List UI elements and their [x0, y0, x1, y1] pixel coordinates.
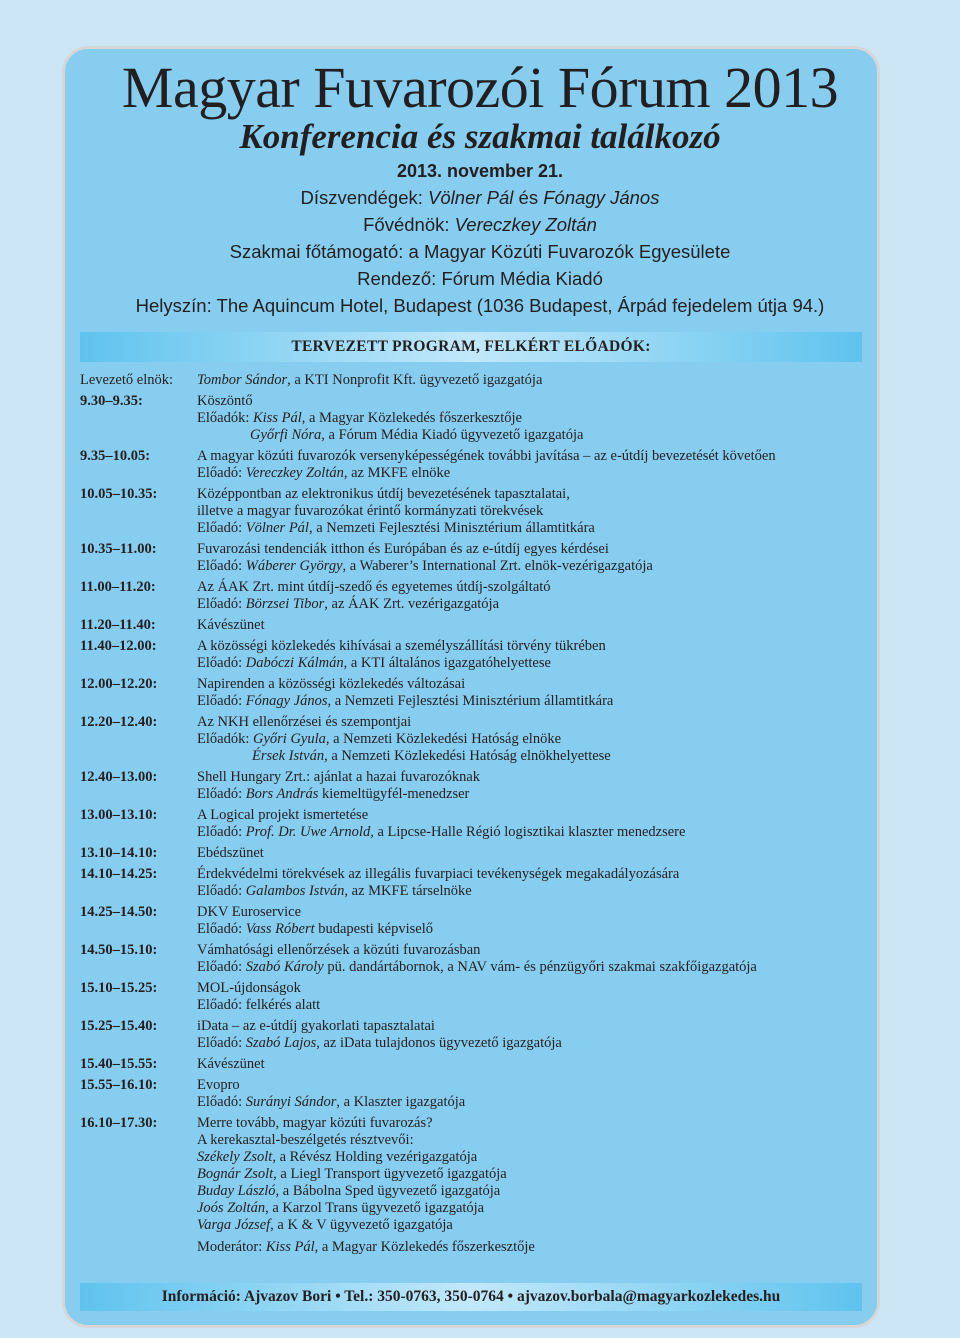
- name-text: Tombor Sándor: [197, 372, 288, 388]
- session-line: [197, 541, 890, 558]
- body-text: , a Bábolna Sped ügyvezető igazgatója: [275, 1183, 501, 1199]
- body-text: Előadó:: [197, 520, 246, 536]
- time-slot: 16.10–17.30:: [80, 1115, 158, 1131]
- session-line: [197, 1239, 890, 1256]
- body-text: Előadó:: [197, 1094, 246, 1110]
- body-text: Ebédszünet: [197, 845, 264, 861]
- schedule-row: [80, 714, 890, 765]
- schedule-row: [80, 942, 890, 976]
- session-line: [197, 769, 890, 786]
- session-line: [197, 807, 890, 824]
- body-text: , a Nemzeti Fejlesztési Minisztérium államtitkára: [327, 693, 614, 709]
- body-text: és: [513, 187, 544, 208]
- body-text: Napirenden a közösségi közlekedés változásai: [197, 676, 466, 692]
- session-line: [197, 1183, 890, 1200]
- name-text: Joós Zoltán: [197, 1200, 266, 1216]
- body-text: Kávészünet: [197, 1056, 265, 1072]
- body-text: Merre tovább, magyar közúti fuvarozás?: [197, 1115, 433, 1131]
- body-text: Szakmai főtámogató: a Magyar Közúti Fuvarozók Egyesülete: [229, 241, 731, 262]
- name-text: Börzsei Tibor: [245, 596, 325, 612]
- body-text: budapesti képviselő: [314, 921, 434, 937]
- session-line: [197, 676, 890, 693]
- time-slot: 9.35–10.05:: [80, 448, 151, 464]
- page-subtitle: Konferencia és szakmai találkozó: [239, 117, 721, 156]
- session-line: [197, 824, 890, 841]
- body-text: , a Magyar Közlekedés főszerkesztője: [301, 410, 522, 426]
- session-line: [197, 997, 890, 1014]
- contact-footer: Információ: Ajvazov Bori • Tel.: 350-0763, 350-0764 • ajvazov.borbala@magyarkozlekedes.hu: [80, 1283, 862, 1311]
- session-line: [197, 1094, 890, 1111]
- name-text: Szabó Lajos: [245, 1035, 317, 1051]
- session-details: [197, 1018, 890, 1052]
- session-line: [197, 959, 890, 976]
- session-line: [197, 786, 890, 803]
- session-line: [197, 410, 890, 427]
- name-text: Székely Zsolt: [197, 1149, 273, 1165]
- body-text: , a Waberer’s International Zrt. elnök-vezérigazgatója: [342, 558, 653, 574]
- session-line: [197, 714, 890, 731]
- session-line: [197, 748, 890, 765]
- schedule-list: [80, 393, 890, 1260]
- body-text: DKV Euroservice: [197, 904, 302, 920]
- schedule-row: [80, 904, 890, 938]
- body-text: A közösségi közlekedés kihívásai a személyszállítási törvény tükrében: [197, 638, 606, 654]
- session-line: [197, 465, 890, 482]
- session-details: [197, 866, 890, 900]
- session-line: [197, 1217, 890, 1234]
- schedule-row: [80, 676, 890, 710]
- session-details: [197, 1115, 890, 1256]
- time-slot: 12.40–13.00:: [80, 769, 158, 785]
- session-line: [197, 921, 890, 938]
- name-text: Győri Gyula: [252, 731, 326, 747]
- session-details: [197, 617, 890, 634]
- patron-line: [0, 214, 960, 236]
- time-slot: 13.00–13.10:: [80, 807, 158, 823]
- session-details: [197, 541, 890, 575]
- body-text: Rendező: Fórum Média Kiadó: [357, 268, 603, 289]
- schedule-row: [80, 1056, 890, 1073]
- body-text: Előadó:: [197, 596, 246, 612]
- session-line: [197, 904, 890, 921]
- session-line: [197, 520, 890, 537]
- session-line: [197, 558, 890, 575]
- body-text: A magyar közúti fuvarozók versenyképességének további javítása – az e-útdíj bevezetését követően: [197, 448, 776, 464]
- time-slot: 10.05–10.35:: [80, 486, 158, 502]
- session-line: [197, 693, 890, 710]
- body-text: Díszvendégek:: [300, 187, 429, 208]
- name-text: Győrfi Nóra: [250, 427, 322, 443]
- session-line: [197, 980, 890, 997]
- schedule-row: [80, 980, 890, 1014]
- body-text: Előadó:: [197, 824, 246, 840]
- body-text: Előadók:: [197, 731, 253, 747]
- schedule-row: [80, 541, 890, 575]
- body-text: Az ÁAK Zrt. mint útdíj-szedő és egyetemes útdíj-szolgáltató: [197, 579, 551, 595]
- schedule-row: [80, 807, 890, 841]
- name-text: Buday László: [197, 1183, 276, 1199]
- body-text: MOL-újdonságok: [197, 980, 301, 996]
- name-text: Völner Pál: [245, 520, 309, 536]
- body-text: , a KTI Nonprofit Kft. ügyvezető igazgatója: [287, 372, 543, 388]
- body-text: , a Magyar Közlekedés főszerkesztője: [314, 1239, 535, 1255]
- body-text: Előadó:: [197, 693, 246, 709]
- session-line: [197, 579, 890, 596]
- session-line: [197, 1115, 890, 1132]
- body-text: , a Nemzeti Fejlesztési Minisztérium államtitkára: [308, 520, 595, 536]
- session-details: [197, 676, 890, 710]
- time-slot: 11.20–11.40:: [80, 617, 156, 633]
- name-text: Vereczkey Zoltán: [454, 214, 597, 235]
- body-text: Előadó:: [197, 786, 246, 802]
- name-text: Vass Róbert: [245, 921, 315, 937]
- name-text: Fónagy János: [245, 693, 328, 709]
- body-text: , a KTI általános igazgatóhelyettese: [343, 655, 551, 671]
- time-slot: 9.30–9.35:: [80, 393, 143, 409]
- time-slot: 15.55–16.10:: [80, 1077, 158, 1093]
- body-text: iData – az e-útdíj gyakorlati tapasztalatai: [197, 1018, 435, 1034]
- name-text: Völner Pál: [428, 187, 514, 208]
- session-details: [197, 807, 890, 841]
- session-line: [197, 1166, 890, 1183]
- body-text: Érdekvédelmi törekvések az illegális fuvarpiaci tevékenységek megakadályozására: [197, 866, 680, 882]
- body-text: Előadó:: [197, 921, 246, 937]
- body-text: , a Liegl Transport ügyvezető igazgatója: [273, 1166, 507, 1182]
- body-text: , a Klaszter igazgatója: [336, 1094, 466, 1110]
- body-text: Fővédnök:: [363, 214, 455, 235]
- session-details: [197, 1056, 890, 1073]
- session-line: [197, 1077, 890, 1094]
- session-line: [197, 1149, 890, 1166]
- guests-line: [0, 187, 960, 209]
- time-slot: 11.40–12.00:: [80, 638, 157, 654]
- name-text: Varga József: [197, 1217, 271, 1233]
- session-line: [197, 1200, 890, 1217]
- chair-label: Levezető elnök:: [80, 372, 173, 388]
- body-text: , a K & V ügyvezető igazgatója: [270, 1217, 453, 1233]
- session-details: [197, 769, 890, 803]
- session-line: [197, 1056, 890, 1073]
- session-line: [197, 942, 890, 959]
- body-text: Fuvarozási tendenciák itthon és Európában és az e-útdíj egyes kérdései: [197, 541, 609, 557]
- name-text: Kiss Pál: [265, 1239, 315, 1255]
- session-details: [197, 1077, 890, 1111]
- session-details: [197, 393, 890, 444]
- body-text: Előadók:: [197, 410, 253, 426]
- name-text: Kiss Pál: [252, 410, 302, 426]
- schedule-row: [80, 845, 890, 862]
- name-text: Vereczkey Zoltán: [245, 465, 344, 481]
- time-slot: 14.10–14.25:: [80, 866, 158, 882]
- body-text: Előadó:: [197, 655, 246, 671]
- chair-text: [197, 372, 542, 388]
- session-line: [197, 503, 890, 520]
- time-slot: 14.50–15.10:: [80, 942, 158, 958]
- time-slot: 15.10–15.25:: [80, 980, 158, 996]
- session-details: [197, 942, 890, 976]
- name-text: Galambos István: [245, 883, 345, 899]
- body-text: A kerekasztal-beszélgetés résztvevői:: [197, 1132, 414, 1148]
- body-text: Előadó:: [197, 959, 246, 975]
- session-line: [197, 1035, 890, 1052]
- session-line: [197, 1132, 890, 1149]
- venue-line: [0, 295, 960, 317]
- session-line: [197, 845, 890, 862]
- name-text: Bors András: [245, 786, 319, 802]
- body-text: A Logical projekt ismertetése: [197, 807, 369, 823]
- body-text: Az NKH ellenőrzései és szempontjai: [197, 714, 412, 730]
- body-text: Kávészünet: [197, 617, 265, 633]
- name-text: Bognár Zsolt: [197, 1166, 274, 1182]
- body-text: Középpontban az elektronikus útdíj bevezetésének tapasztalatai,: [197, 486, 570, 502]
- name-text: Prof. Dr. Uwe Arnold,: [245, 824, 374, 840]
- session-details: [197, 486, 890, 537]
- session-line: [197, 638, 890, 655]
- body-text: Moderátor:: [197, 1239, 266, 1255]
- name-text: Surányi Sándor: [245, 1094, 337, 1110]
- body-text: Előadó: felkérés alatt: [197, 997, 321, 1013]
- schedule-row: [80, 866, 890, 900]
- time-slot: 14.25–14.50:: [80, 904, 158, 920]
- session-details: [197, 714, 890, 765]
- body-text: Előadó:: [197, 883, 246, 899]
- time-slot: 13.10–14.10:: [80, 845, 158, 861]
- session-line: [197, 883, 890, 900]
- schedule-row: [80, 1115, 890, 1256]
- time-slot: 15.40–15.55:: [80, 1056, 158, 1072]
- body-text: Előadó:: [197, 1035, 246, 1051]
- schedule-row: [80, 1018, 890, 1052]
- body-text: , az iData tulajdonos ügyvezető igazgatója: [316, 1035, 562, 1051]
- body-text: Shell Hungary Zrt.: ajánlat a hazai fuvarozóknak: [197, 769, 481, 785]
- chair-line: [80, 372, 880, 389]
- session-line: [197, 596, 890, 613]
- name-text: Dabóczi Kálmán: [245, 655, 344, 671]
- session-line: [197, 486, 890, 503]
- schedule-row: [80, 617, 890, 634]
- session-details: [197, 448, 890, 482]
- body-text: pü. dandártábornok, a NAV vám- és pénzügyőri szakmai szakfőigazgatója: [323, 959, 757, 975]
- time-slot: 11.00–11.20:: [80, 579, 156, 595]
- session-line: [197, 655, 890, 672]
- name-text: Érsek István: [252, 748, 325, 764]
- session-line: [197, 731, 890, 748]
- schedule-row: [80, 1077, 890, 1111]
- event-date: 2013. november 21.: [396, 161, 564, 181]
- body-text: , a Révész Holding vezérigazgatója: [272, 1149, 478, 1165]
- body-text: Előadó:: [197, 558, 246, 574]
- session-line: [197, 393, 890, 410]
- session-details: [197, 980, 890, 1014]
- schedule-row: [80, 769, 890, 803]
- body-text: Köszöntő: [197, 393, 253, 409]
- session-line: [197, 866, 890, 883]
- body-text: Vámhatósági ellenőrzések a közúti fuvarozásban: [197, 942, 481, 958]
- time-slot: 12.20–12.40:: [80, 714, 158, 730]
- session-details: [197, 638, 890, 672]
- time-slot: 10.35–11.00:: [80, 541, 157, 557]
- time-slot: 15.25–15.40:: [80, 1018, 158, 1034]
- body-text: Előadó:: [197, 465, 246, 481]
- session-line: [197, 427, 890, 444]
- body-text: a Lipcse-Halle Régió logisztikai klaszter menedzsere: [373, 824, 686, 840]
- body-text: , a Fórum Média Kiadó ügyvezető igazgatója: [321, 427, 584, 443]
- organizer-line: [0, 268, 960, 290]
- body-text: Helyszín: The Aquincum Hotel, Budapest (1036 Budapest, Árpád fejedelem útja 94.): [135, 295, 825, 316]
- body-text: , az MKFE elnöke: [343, 465, 451, 481]
- body-text: , a Nemzeti Közlekedési Hatóság elnökhelyettese: [324, 748, 611, 764]
- body-text: , a Nemzeti Közlekedési Hatóság elnöke: [325, 731, 562, 747]
- session-line: [197, 617, 890, 634]
- program-heading: TERVEZETT PROGRAM, FELKÉRT ELŐADÓK:: [291, 338, 651, 355]
- name-text: Wáberer György: [245, 558, 343, 574]
- session-line: [197, 448, 890, 465]
- name-text: Szabó Károly: [245, 959, 324, 975]
- schedule-row: [80, 579, 890, 613]
- session-line: [197, 1018, 890, 1035]
- page-title: Magyar Fuvarozói Fórum 2013: [121, 55, 839, 120]
- schedule-row: [80, 638, 890, 672]
- body-text: illetve a magyar fuvarozókat érintő kormányzati törekvések: [197, 503, 544, 519]
- body-text: , a Karzol Trans ügyvezető igazgatója: [265, 1200, 485, 1216]
- body-text: kiemeltügyfél-menedzser: [318, 786, 470, 802]
- session-details: [197, 845, 890, 862]
- body-text: , az ÁAK Zrt. vezérigazgatója: [324, 596, 500, 612]
- name-text: Fónagy János: [543, 187, 660, 208]
- session-details: [197, 904, 890, 938]
- schedule-row: [80, 448, 890, 482]
- session-details: [197, 579, 890, 613]
- time-slot: 12.00–12.20:: [80, 676, 158, 692]
- body-text: Evopro: [197, 1077, 240, 1093]
- sponsor-line: [0, 241, 960, 263]
- body-text: , az MKFE társelnöke: [344, 883, 472, 899]
- program-banner: [80, 332, 862, 362]
- schedule-row: [80, 393, 890, 444]
- schedule-row: [80, 486, 890, 537]
